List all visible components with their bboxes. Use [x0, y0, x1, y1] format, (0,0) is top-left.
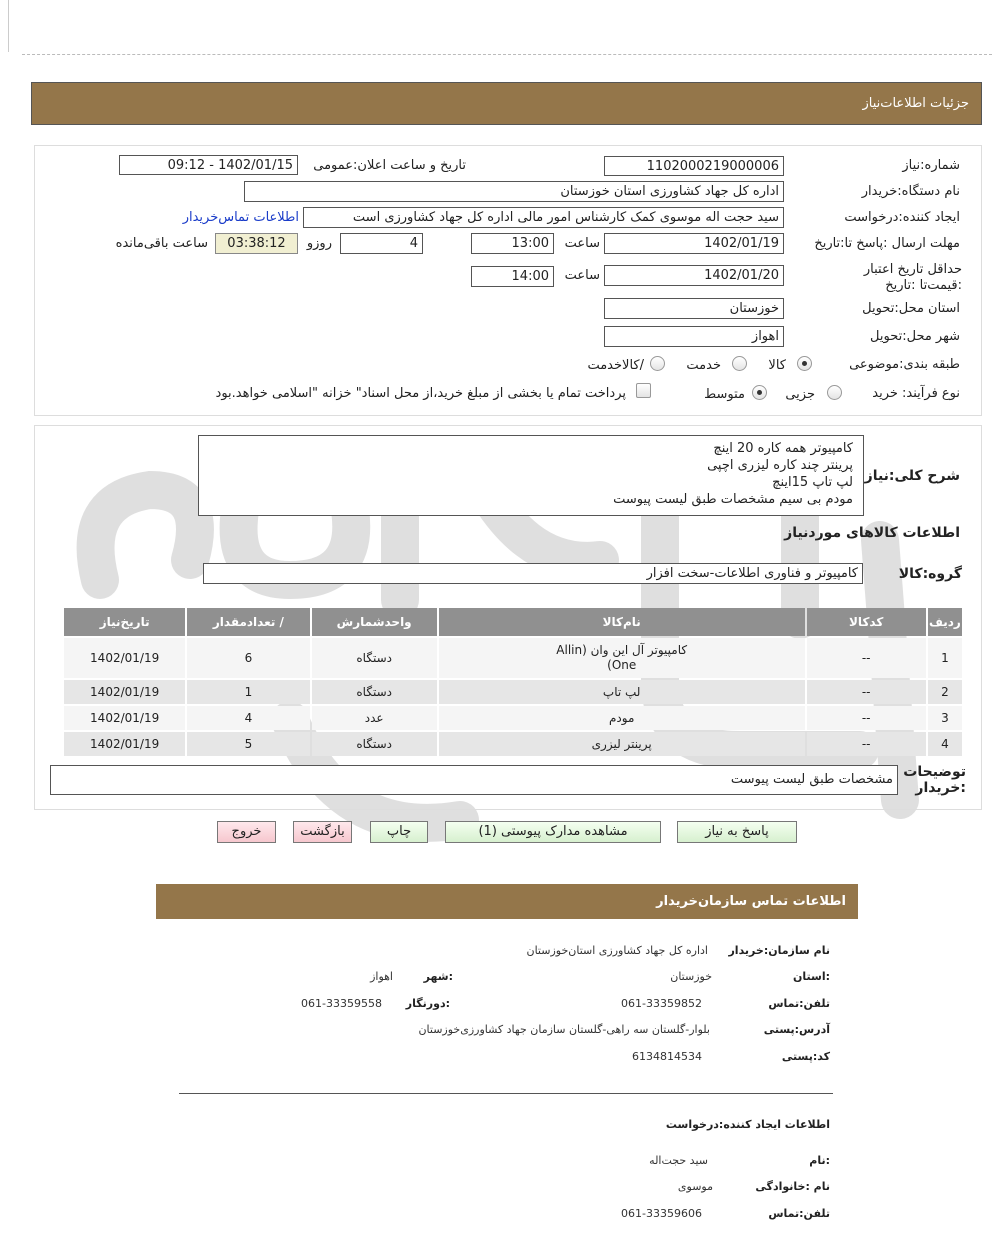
contact-address-label: آدرس:پستی — [763, 1023, 830, 1036]
contact-city-label: :شهر — [423, 970, 453, 983]
page-top-divider — [22, 54, 992, 55]
creator-field: سید حجت اله موسوی کمک کارشناس امور مالی اداره کل جهاد کشاورزی است — [303, 207, 784, 228]
announce-label: تاریخ و ساعت اعلان:عمومی — [313, 158, 466, 173]
contact-org-label: نام سازمان:خریدار — [728, 944, 830, 957]
description-box — [198, 435, 864, 516]
contact-postal-label: کد:پستی — [781, 1050, 830, 1063]
cell-row: 3 — [928, 706, 962, 730]
days-field: 4 — [340, 233, 423, 254]
validity-date-field: 1402/01/20 — [604, 265, 784, 286]
requester-name-value: سید حجت‌اله — [649, 1154, 708, 1167]
reply-button[interactable]: پاسخ به نیاز — [677, 821, 797, 843]
description-line: لپ تاپ 15اینچ — [772, 475, 853, 490]
validity-time-field: 14:00 — [471, 266, 554, 287]
column-header-date: تاریخ‌نیاز — [64, 608, 185, 636]
description-label: شرح کلی:نیاز — [864, 468, 960, 484]
column-header-qty: / تعدادمقدار — [187, 608, 309, 636]
contact-city-value: اهواز — [370, 970, 393, 983]
requester-name-label: :نام — [809, 1154, 830, 1167]
category-radio-goods[interactable] — [797, 356, 812, 371]
category-option-goods: کالا — [768, 358, 786, 373]
category-option-service: خدمت — [686, 358, 721, 373]
requester-family-value: موسوی — [677, 1180, 713, 1193]
cell-code: -- — [807, 732, 926, 756]
cell-name: مودم — [439, 706, 805, 730]
column-header-name: نام‌کالا — [439, 608, 805, 636]
province-field: خوزستان — [604, 298, 784, 319]
page-edge-line — [8, 0, 9, 52]
cell-unit: دستگاه — [312, 638, 437, 678]
description-line: مودم بی سیم مشخصات طبق لیست پیوست — [613, 492, 853, 507]
deadline-time-field: 13:00 — [471, 233, 554, 254]
description-line: پرینتر چند کاره لیزری اچپی — [707, 458, 853, 473]
cell-qty: 6 — [187, 638, 309, 678]
province-label: استان محل:تحویل — [862, 301, 960, 316]
need-number-field: 1102000219000006 — [604, 156, 784, 176]
goods-group-label: گروه:کالا — [898, 566, 962, 582]
need-number-label: شماره:نیاز — [902, 158, 960, 173]
attachments-button[interactable]: مشاهده مدارک پیوستی (1) — [445, 821, 661, 843]
table-row — [64, 706, 962, 730]
details-header-title: جزئیات اطلاعات‌نیاز — [862, 96, 969, 111]
back-button[interactable]: بازگشت — [293, 821, 352, 843]
city-label: شهر محل:تحویل — [870, 329, 960, 344]
cell-qty: 5 — [187, 732, 309, 756]
announce-field: 1402/01/15 - 09:12 — [119, 155, 298, 175]
description-line: کامپیوتر همه کاره 20 اینچ — [713, 441, 853, 456]
process-label: نوع فرآیند: خرید — [872, 386, 960, 401]
cell-date: 1402/01/19 — [64, 680, 185, 704]
contact-header-title: اطلاعات تماس سازمان‌خریدار — [656, 894, 846, 909]
cell-name-text: کامپیوتر آل این وان Allin) One) — [556, 643, 688, 672]
category-option-goods-service: /کالاخدمت — [587, 358, 644, 373]
cell-unit: دستگاه — [312, 680, 437, 704]
deadline-hour-label: ساعت — [564, 236, 600, 251]
contact-address-value: بلوار-گلستان سه راهی-گلستان سازمان جهاد کشاورزی‌خوزستان — [418, 1023, 710, 1036]
buyer-org-field: اداره کل جهاد کشاورزی استان خوزستان — [244, 181, 784, 202]
cell-code: -- — [807, 638, 926, 678]
column-header-unit: واحدشمارش — [312, 608, 437, 636]
exit-button[interactable]: خروج — [217, 821, 276, 843]
goods-table — [62, 606, 964, 758]
buyer-org-label: نام دستگاه:خریدار — [861, 184, 960, 199]
goods-group-field: کامپیوتر و فناوری اطلاعات-سخت افزار — [203, 563, 863, 584]
days-label: روزو — [306, 236, 332, 251]
contact-phone-value: 061-33359852 — [621, 997, 702, 1010]
city-field: اهواز — [604, 326, 784, 347]
remaining-label: ساعت باقی‌مانده — [115, 236, 208, 251]
print-button[interactable]: چاپ — [370, 821, 428, 843]
deadline-date-field: 1402/01/19 — [604, 233, 784, 254]
details-header-bar — [31, 82, 982, 125]
goods-table-header — [64, 608, 962, 636]
buyer-notes-field: مشخصات طبق لیست پیوست — [50, 765, 898, 795]
contact-province-value: خوزستان — [670, 970, 712, 983]
contact-phone-label: تلفن:تماس — [768, 997, 830, 1010]
table-row — [64, 732, 962, 756]
creator-label: ایجاد کننده:درخواست — [844, 210, 960, 225]
deadline-label: مهلت ارسال :پاسخ تا:تاریخ — [814, 236, 960, 251]
cell-code: -- — [807, 706, 926, 730]
contact-header-bar — [156, 884, 858, 919]
cell-qty: 1 — [187, 680, 309, 704]
validity-label: حداقل تاریخ اعتبار :قیمت‌تا :تاریخ — [863, 262, 962, 293]
table-row — [64, 638, 962, 678]
cell-name — [439, 638, 805, 678]
contact-fax-value: 061-33359558 — [301, 997, 382, 1010]
requester-title: اطلاعات ایجاد کننده:درخواست — [665, 1118, 830, 1131]
cell-code: -- — [807, 680, 926, 704]
table-row — [64, 680, 962, 704]
remaining-timer: 03:38:12 — [215, 233, 298, 254]
category-label: طبقه بندی:موضوعی — [849, 357, 960, 372]
cell-row: 2 — [928, 680, 962, 704]
requester-phone-value: 061-33359606 — [621, 1207, 702, 1220]
process-option-minor: جزیی — [785, 387, 815, 402]
contact-postal-value: 6134814534 — [632, 1050, 702, 1063]
cell-row: 1 — [928, 638, 962, 678]
validity-hour-label: ساعت — [564, 268, 600, 283]
column-header-code: کدکالا — [807, 608, 926, 636]
process-option-medium: متوسط — [704, 387, 745, 402]
cell-name: لپ تاپ — [439, 680, 805, 704]
cell-unit: دستگاه — [312, 732, 437, 756]
cell-row: 4 — [928, 732, 962, 756]
cell-qty: 4 — [187, 706, 309, 730]
buyer-contact-link[interactable]: اطلاعات تماس‌خریدار — [182, 210, 299, 225]
cell-date: 1402/01/19 — [64, 638, 185, 678]
process-radio-minor[interactable] — [827, 385, 842, 400]
payment-checkbox[interactable] — [636, 383, 651, 398]
cell-date: 1402/01/19 — [64, 706, 185, 730]
requester-phone-label: تلفن:تماس — [768, 1207, 830, 1220]
buyer-notes-label: توضیحات :خریدار — [903, 764, 966, 796]
requester-family-label: نام :خانوادگی — [755, 1180, 830, 1193]
goods-section-title: اطلاعات کالاهای موردنیاز — [784, 525, 960, 541]
payment-note: پرداخت تمام یا بخشی از مبلغ خرید،از محل اسناد" خزانه "اسلامی خواهد.بود — [215, 386, 626, 401]
process-radio-medium[interactable] — [752, 385, 767, 400]
category-radio-goods-service[interactable] — [650, 356, 665, 371]
contact-divider — [179, 1093, 833, 1094]
contact-org-value: اداره کل جهاد کشاورزی استان‌خوزستان — [526, 944, 708, 957]
contact-province-label: :استان — [793, 970, 830, 983]
cell-unit: عدد — [312, 706, 437, 730]
column-header-row: ردیف — [928, 608, 962, 636]
cell-name: پرینتر لیزری — [439, 732, 805, 756]
cell-date: 1402/01/19 — [64, 732, 185, 756]
contact-fax-label: :دورنگار — [405, 997, 450, 1010]
category-radio-service[interactable] — [732, 356, 747, 371]
